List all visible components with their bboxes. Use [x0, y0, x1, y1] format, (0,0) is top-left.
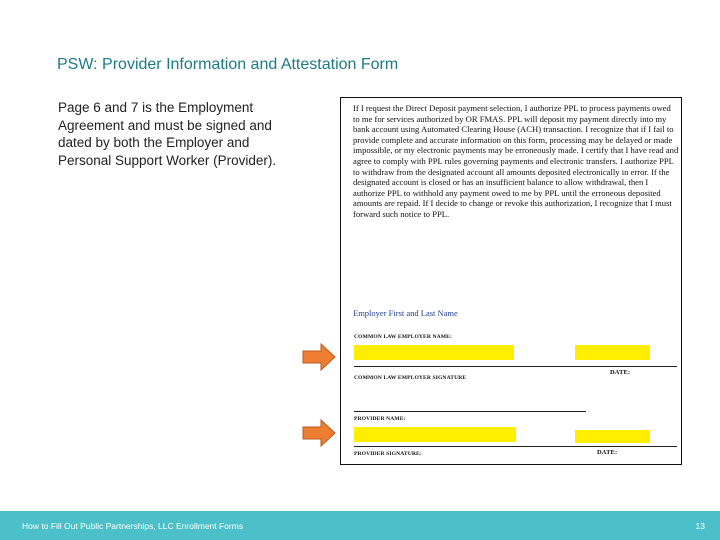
footer-bar [0, 511, 720, 540]
arrow-right-icon [302, 343, 336, 371]
employer-date-highlight [575, 345, 650, 360]
page-number: 13 [695, 521, 705, 531]
employer-signature-label: COMMON LAW EMPLOYER SIGNATURE [354, 375, 467, 381]
employer-date-label: DATE: [610, 369, 631, 376]
employer-name-heading: Employer First and Last Name [353, 308, 458, 318]
provider-date-highlight [575, 430, 650, 443]
provider-name-line [354, 411, 586, 412]
direct-deposit-paragraph: If I request the Direct Deposit payment selection, I authorize PPL to process payments owed to me for services authorized by OR FMAS. PPL will deposit my payment directly into my bank account using Automated Clearing House (ACH) transaction. I recognize that if I fail to provide complete and accurate information on this form, processing may be delayed or made impossible, or my electronic payments may be erroneously made. I certify that I have read and agree to comply with PPL rules governing payments and electronic transfers. I authorize PPL to withdraw from the designated account all amounts deposited electronically in error. If the designated account is closed or has an insufficient balance to allow withdrawal, then I authorize PPL to withhold any payment owed to me by PPL until the erroneous deposited amounts are repaid. If I decide to change or revoke this authorization, I recognize that I must forward such notice to PPL. [353, 103, 679, 219]
provider-name-highlight [354, 427, 516, 442]
provider-signature-label: PROVIDER SIGNATURE: [354, 451, 422, 457]
provider-date-label: DATE: [597, 449, 618, 456]
provider-signature-line [354, 446, 677, 447]
employer-name-highlight [354, 345, 514, 360]
footer-title: How to Fill Out Public Partnerships, LLC Enrollment Forms [22, 521, 244, 531]
slide-body-text: Page 6 and 7 is the Employment Agreement and must be signed and dated by both the Employer and Personal Support Worker (Provider). [58, 100, 277, 168]
arrow-right-icon [302, 419, 336, 447]
employer-signature-line [354, 366, 677, 367]
form-image [340, 97, 682, 465]
employer-name-label: COMMON LAW EMPLOYER NAME: [354, 334, 452, 340]
provider-name-label: PROVIDER NAME: [354, 416, 406, 422]
slide-title: PSW: Provider Information and Attestation Form [57, 56, 399, 73]
